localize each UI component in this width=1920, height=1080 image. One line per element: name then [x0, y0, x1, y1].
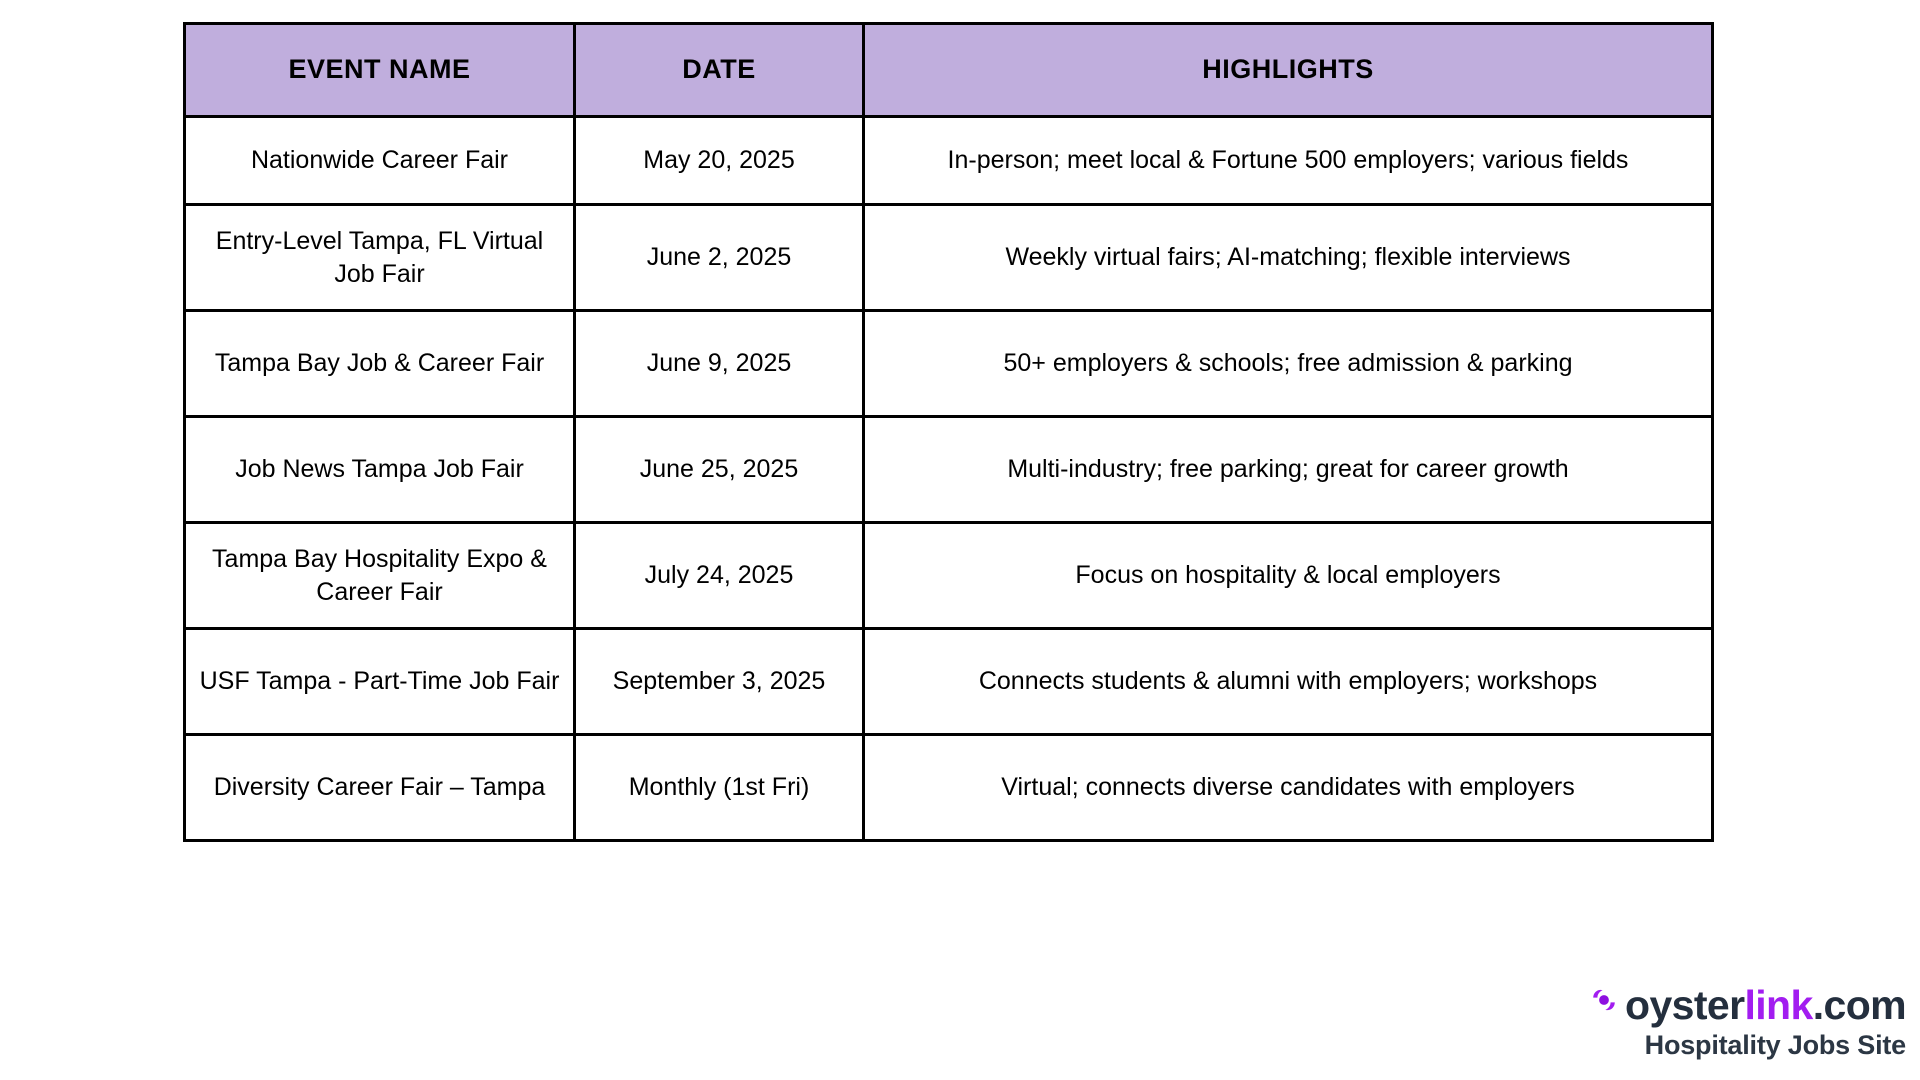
cell-date: July 24, 2025	[575, 523, 864, 629]
oyster-pearl-icon	[1589, 985, 1619, 1015]
cell-highlights: Multi-industry; free parking; great for career growth	[864, 417, 1713, 523]
column-header-event-name: EVENT NAME	[185, 24, 575, 117]
logo-text-oyster: oyster	[1625, 982, 1745, 1028]
cell-event-name: Nationwide Career Fair	[185, 117, 575, 205]
logo-text-link: link	[1744, 982, 1813, 1028]
table-row	[185, 523, 1713, 629]
table-row	[185, 117, 1713, 205]
table-header-row	[185, 24, 1713, 117]
cell-date: Monthly (1st Fri)	[575, 735, 864, 841]
logo-wordmark-row	[1589, 982, 1906, 1028]
table-row	[185, 205, 1713, 311]
cell-highlights: Virtual; connects diverse candidates with employers	[864, 735, 1713, 841]
table-row	[185, 735, 1713, 841]
cell-date: June 2, 2025	[575, 205, 864, 311]
cell-highlights: Focus on hospitality & local employers	[864, 523, 1713, 629]
cell-event-name: Tampa Bay Job & Career Fair	[185, 311, 575, 417]
cell-date: May 20, 2025	[575, 117, 864, 205]
logo-text-com: .com	[1812, 982, 1906, 1028]
logo-tagline: Hospitality Jobs Site	[1644, 1030, 1906, 1060]
logo-wordmark	[1625, 982, 1906, 1028]
cell-date: June 25, 2025	[575, 417, 864, 523]
table-header	[185, 24, 1713, 117]
column-header-highlights: HIGHLIGHTS	[864, 24, 1713, 117]
cell-date: September 3, 2025	[575, 629, 864, 735]
cell-highlights: In-person; meet local & Fortune 500 employers; various fields	[864, 117, 1713, 205]
column-header-date: DATE	[575, 24, 864, 117]
cell-highlights: Weekly virtual fairs; AI-matching; flexible interviews	[864, 205, 1713, 311]
cell-event-name: Tampa Bay Hospitality Expo & Career Fair	[185, 523, 575, 629]
events-table-container	[183, 22, 1711, 842]
table-body	[185, 117, 1713, 841]
cell-highlights: Connects students & alumni with employers; workshops	[864, 629, 1713, 735]
cell-event-name: Entry-Level Tampa, FL Virtual Job Fair	[185, 205, 575, 311]
cell-event-name: Diversity Career Fair – Tampa	[185, 735, 575, 841]
table-row	[185, 311, 1713, 417]
cell-event-name: Job News Tampa Job Fair	[185, 417, 575, 523]
oysterlink-logo	[1589, 982, 1906, 1060]
cell-event-name: USF Tampa - Part-Time Job Fair	[185, 629, 575, 735]
career-fairs-table	[183, 22, 1714, 842]
table-row	[185, 629, 1713, 735]
table-row	[185, 417, 1713, 523]
cell-highlights: 50+ employers & schools; free admission & parking	[864, 311, 1713, 417]
cell-date: June 9, 2025	[575, 311, 864, 417]
